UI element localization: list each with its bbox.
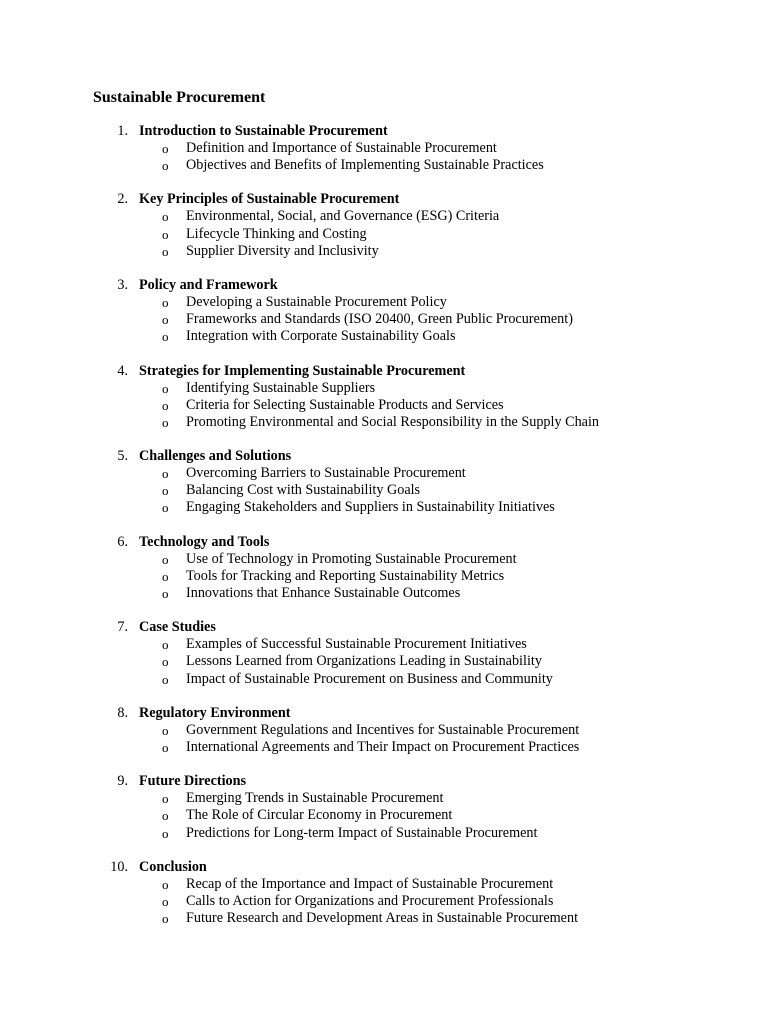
subtopic-item: [0, 157, 768, 174]
hollow-bullet-icon: o: [162, 329, 169, 345]
hollow-bullet-icon: o: [162, 586, 169, 601]
outline-section: [0, 859, 768, 928]
subtopic-item: [0, 910, 768, 927]
section-title: Regulatory Environment: [139, 704, 291, 721]
subtopic-list: [0, 790, 768, 842]
subtopic-text: Engaging Stakeholders and Suppliers in Sustainability Initiatives: [186, 499, 555, 516]
subtopic-text: Future Research and Development Areas in Sustainable Procurement: [186, 910, 579, 927]
subtopic-text: Government Regulations and Incentives for Sustainable Procurement: [186, 721, 580, 738]
subtopic-text: Impact of Sustainable Procurement on Business and Community: [186, 670, 553, 687]
subtopic-item: [0, 140, 768, 157]
hollow-bullet-icon: o: [162, 825, 169, 841]
section-title: Technology and Tools: [139, 533, 270, 550]
subtopic-item: [0, 722, 768, 739]
subtopic-text: Identifying Sustainable Suppliers: [186, 379, 376, 396]
subtopic-text: Use of Technology in Promoting Sustainable Procurement: [186, 550, 517, 567]
outline-section: [0, 191, 768, 260]
hollow-bullet-icon: o: [162, 500, 169, 516]
subtopic-item: [0, 243, 768, 260]
hollow-bullet-icon: o: [162, 808, 169, 824]
subtopic-text: Balancing Cost with Sustainability Goals: [186, 482, 421, 499]
subtopic-text: Calls to Action for Organizations and Procurement Professionals: [186, 892, 554, 909]
subtopic-list: [0, 465, 768, 517]
document-title: Sustainable Procurement: [93, 89, 266, 106]
section-heading: [0, 191, 768, 208]
section-title: Case Studies: [139, 619, 216, 636]
section-heading: [0, 534, 768, 551]
hollow-bullet-icon: o: [162, 568, 169, 584]
section-number: 9.: [117, 773, 128, 790]
hollow-bullet-icon: o: [162, 414, 169, 430]
section-heading: [0, 363, 768, 380]
subtopic-text: Examples of Successful Sustainable Procurement Initiatives: [186, 636, 527, 653]
hollow-bullet-icon: o: [162, 226, 169, 242]
subtopic-text: Lifecycle Thinking and Costing: [186, 225, 367, 242]
subtopic-list: [0, 876, 768, 928]
subtopic-list: [0, 722, 768, 756]
hollow-bullet-icon: o: [162, 312, 169, 328]
outline-section: [0, 363, 768, 432]
section-number: 6.: [117, 533, 128, 550]
hollow-bullet-icon: o: [162, 141, 169, 156]
subtopic-item: [0, 653, 768, 670]
outline-section: [0, 123, 768, 174]
section-title: Challenges and Solutions: [139, 448, 292, 465]
subtopic-text: Lessons Learned from Organizations Leading in Sustainability: [186, 653, 542, 670]
section-title: Conclusion: [139, 858, 207, 875]
hollow-bullet-icon: o: [162, 637, 169, 653]
subtopic-text: International Agreements and Their Impact on Procurement Practices: [186, 738, 580, 755]
subtopic-text: Environmental, Social, and Governance (ESG) Criteria: [186, 208, 500, 225]
section-title: Strategies for Implementing Sustainable Procurement: [139, 362, 466, 379]
subtopic-list: [0, 380, 768, 432]
section-number: 2.: [117, 191, 128, 208]
subtopic-text: Promoting Environmental and Social Responsibility in the Supply Chain: [186, 413, 599, 430]
hollow-bullet-icon: o: [162, 911, 169, 927]
subtopic-item: [0, 739, 768, 756]
hollow-bullet-icon: o: [162, 380, 169, 396]
hollow-bullet-icon: o: [162, 791, 169, 807]
section-number: 7.: [117, 619, 128, 636]
subtopic-item: [0, 825, 768, 842]
subtopic-item: [0, 414, 768, 431]
subtopic-item: [0, 380, 768, 397]
hollow-bullet-icon: o: [162, 294, 169, 310]
section-number: 1.: [117, 123, 128, 139]
subtopic-text: Definition and Importance of Sustainable Procurement: [186, 140, 497, 156]
subtopic-list: [0, 140, 768, 174]
hollow-bullet-icon: o: [162, 397, 169, 413]
subtopic-item: [0, 499, 768, 516]
section-number: 10.: [110, 858, 128, 875]
subtopic-item: [0, 893, 768, 910]
subtopic-text: Supplier Diversity and Inclusivity: [186, 242, 379, 259]
hollow-bullet-icon: o: [162, 209, 169, 225]
subtopic-text: Predictions for Long-term Impact of Sustainable Procurement: [186, 824, 538, 841]
hollow-bullet-icon: o: [162, 466, 169, 482]
section-title: Key Principles of Sustainable Procurement: [139, 191, 400, 208]
subtopic-item: [0, 636, 768, 653]
subtopic-list: [0, 636, 768, 688]
subtopic-text: Objectives and Benefits of Implementing Sustainable Practices: [186, 157, 544, 174]
outline-section: [0, 534, 768, 603]
subtopic-text: Tools for Tracking and Reporting Sustainability Metrics: [186, 567, 505, 584]
subtopic-text: Innovations that Enhance Sustainable Outcomes: [186, 585, 461, 601]
hollow-bullet-icon: o: [162, 722, 169, 738]
outline-section: [0, 705, 768, 756]
hollow-bullet-icon: o: [162, 654, 169, 670]
subtopic-text: Emerging Trends in Sustainable Procurement: [186, 790, 444, 807]
section-heading: [0, 705, 768, 722]
subtopic-text: The Role of Circular Economy in Procurement: [186, 807, 453, 824]
section-heading: [0, 123, 768, 140]
hollow-bullet-icon: o: [162, 739, 169, 755]
subtopic-text: Integration with Corporate Sustainability Goals: [186, 328, 456, 345]
subtopic-list: [0, 551, 768, 603]
subtopic-item: [0, 671, 768, 688]
subtopic-item: [0, 208, 768, 225]
hollow-bullet-icon: o: [162, 876, 169, 892]
outline-list: [0, 123, 768, 944]
subtopic-item: [0, 790, 768, 807]
section-heading: [0, 448, 768, 465]
subtopic-item: [0, 568, 768, 585]
subtopic-text: Developing a Sustainable Procurement Policy: [186, 293, 447, 310]
outline-section: [0, 448, 768, 517]
section-heading: [0, 619, 768, 636]
hollow-bullet-icon: o: [162, 243, 169, 259]
section-number: 3.: [117, 276, 128, 293]
subtopic-list: [0, 208, 768, 260]
subtopic-text: Recap of the Importance and Impact of Sustainable Procurement: [186, 875, 554, 892]
subtopic-item: [0, 226, 768, 243]
subtopic-text: Overcoming Barriers to Sustainable Procurement: [186, 465, 466, 482]
section-title: Introduction to Sustainable Procurement: [139, 123, 388, 139]
hollow-bullet-icon: o: [162, 158, 169, 174]
outline-section: [0, 277, 768, 346]
section-title: Policy and Framework: [139, 276, 278, 293]
subtopic-item: [0, 551, 768, 568]
section-heading: [0, 859, 768, 876]
hollow-bullet-icon: o: [162, 893, 169, 909]
subtopic-text: Frameworks and Standards (ISO 20400, Green Public Procurement): [186, 311, 573, 328]
hollow-bullet-icon: o: [162, 671, 169, 687]
section-heading: [0, 773, 768, 790]
section-heading: [0, 277, 768, 294]
subtopic-list: [0, 294, 768, 346]
subtopic-item: [0, 397, 768, 414]
subtopic-item: [0, 311, 768, 328]
subtopic-item: [0, 328, 768, 345]
hollow-bullet-icon: o: [162, 551, 169, 567]
section-number: 5.: [117, 448, 128, 465]
outline-section: [0, 773, 768, 842]
section-number: 8.: [117, 704, 128, 721]
subtopic-item: [0, 585, 768, 602]
subtopic-text: Criteria for Selecting Sustainable Products and Services: [186, 396, 504, 413]
subtopic-item: [0, 294, 768, 311]
hollow-bullet-icon: o: [162, 483, 169, 499]
outline-section: [0, 619, 768, 688]
section-number: 4.: [117, 362, 128, 379]
section-title: Future Directions: [139, 773, 247, 790]
subtopic-item: [0, 465, 768, 482]
subtopic-item: [0, 482, 768, 499]
subtopic-item: [0, 807, 768, 824]
subtopic-item: [0, 876, 768, 893]
